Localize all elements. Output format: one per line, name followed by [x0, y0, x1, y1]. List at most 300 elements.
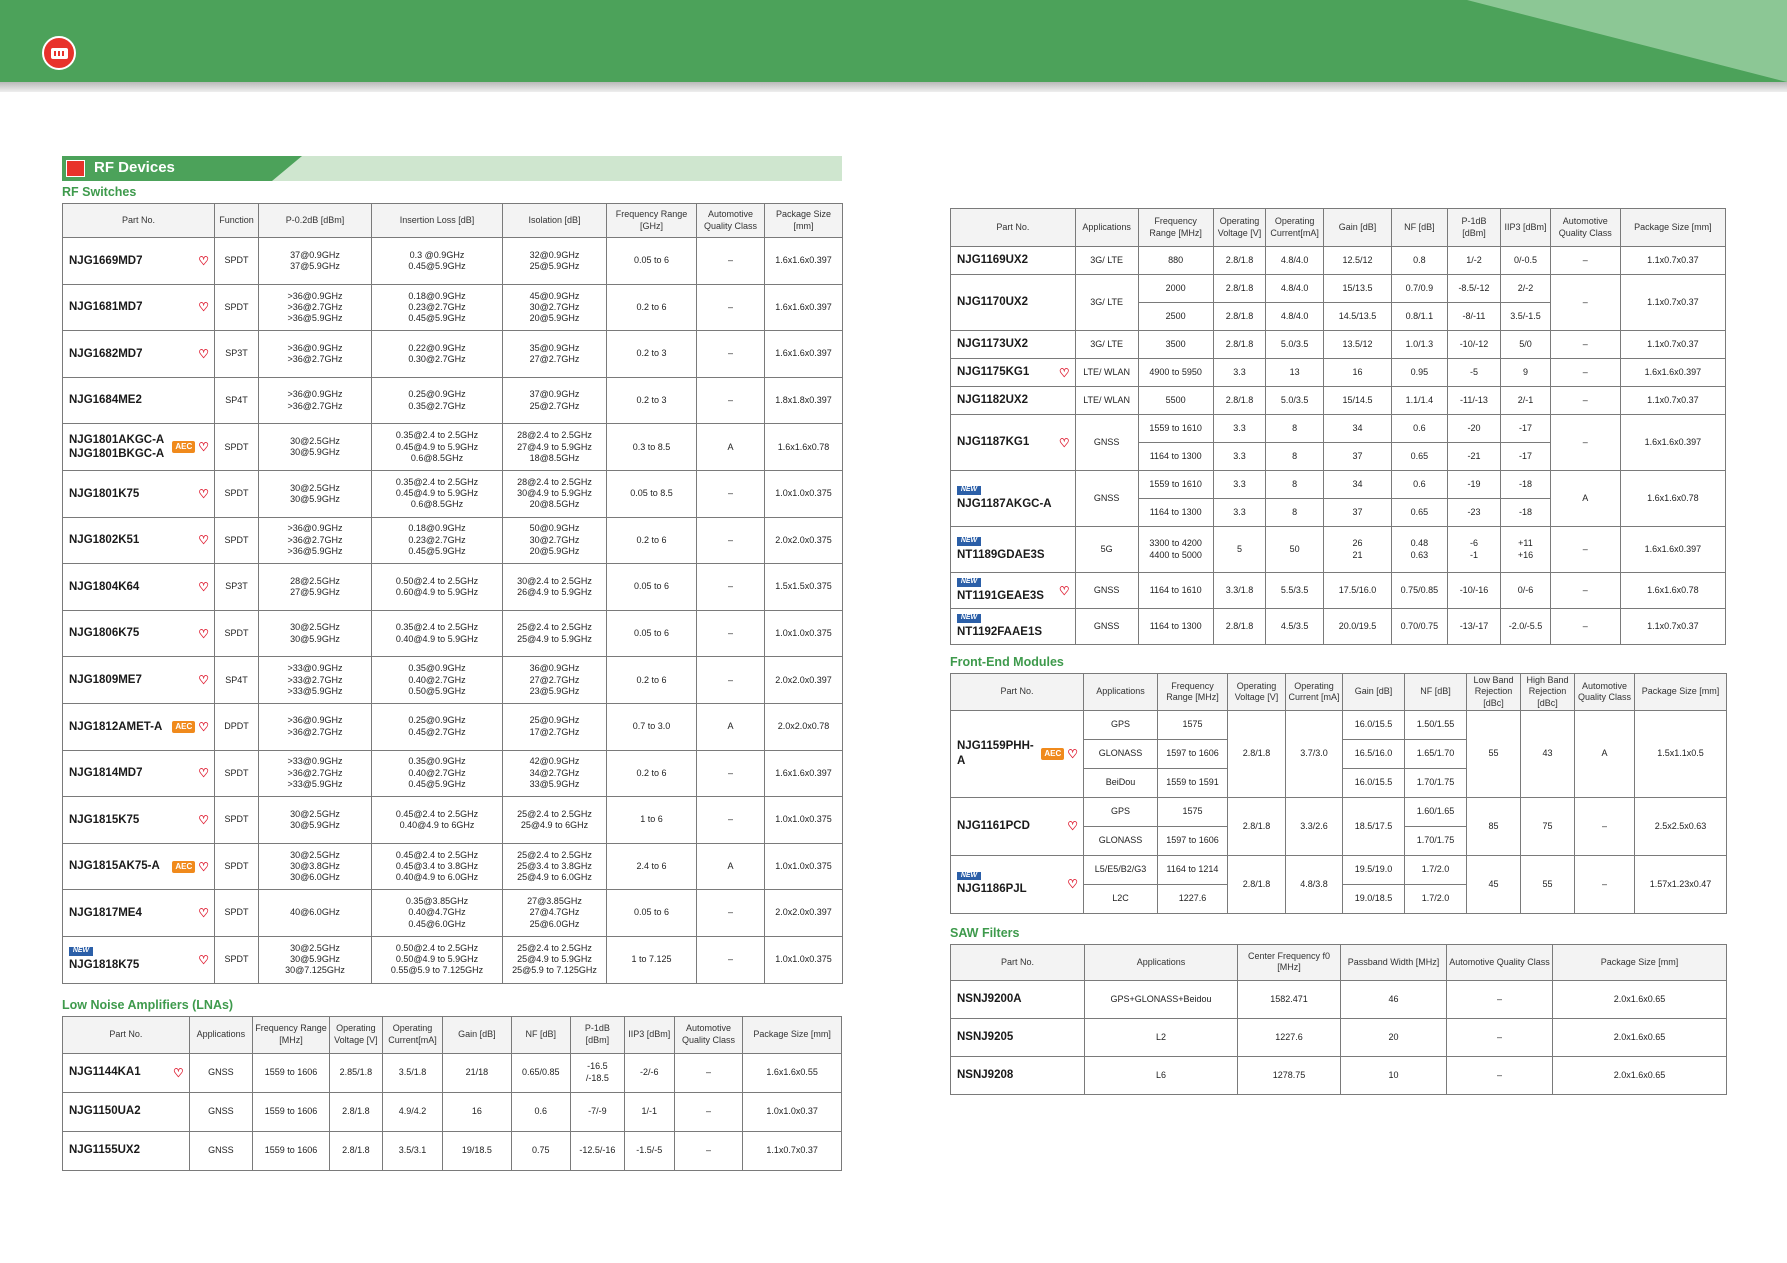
table-cell: 1.6x1.6x0.78 [1620, 573, 1725, 609]
table-cell: – [697, 750, 765, 797]
table-cell: SPDT [215, 284, 259, 331]
heart-icon: ♡ [1067, 877, 1078, 892]
part-number: NJG1809ME7 [69, 673, 142, 686]
table-cell: 25@0.9GHz 17@2.7GHz [503, 703, 607, 750]
part-number-cell [63, 1131, 190, 1170]
table-cell: -10/-16 [1447, 573, 1501, 609]
part-number-cell [63, 657, 215, 704]
table-row [63, 843, 843, 890]
table-cell: 2.8/1.8 [1213, 303, 1266, 331]
table-cell: 5500 [1138, 387, 1213, 415]
table-cell: 28@2.4 to 2.5GHz 30@4.9 to 5.9GHz 20@8.5GHz [503, 470, 607, 517]
table-cell: -18 [1501, 471, 1550, 499]
part-number: NJG1187KG1 [957, 436, 1030, 449]
table-cell: 40@6.0GHz [259, 890, 372, 937]
table-cell: 10 [1341, 1056, 1447, 1094]
table-cell: -6 -1 [1447, 527, 1501, 573]
table-cell: >36@0.9GHz >36@2.7GHz >36@5.9GHz [259, 517, 372, 564]
table-cell: L2C [1084, 884, 1158, 913]
table-cell: 16.5/16.0 [1343, 739, 1405, 768]
column-header: Automotive Quality Class [1575, 674, 1635, 711]
part-number-cell [951, 573, 1076, 609]
table-cell: 1559 to 1606 [253, 1131, 330, 1170]
table-cell: 0.35@2.4 to 2.5GHz 0.45@4.9 to 5.9GHz 0.6@8.5GHz [372, 470, 503, 517]
table-row [951, 275, 1726, 303]
heart-icon: ♡ [198, 486, 209, 501]
table-cell: 2.0x2.0x0.397 [765, 890, 843, 937]
part-number-cell [63, 843, 215, 890]
table-cell: 1559 to 1610 [1138, 471, 1213, 499]
column-header: Applications [1075, 209, 1138, 247]
header-shadow [0, 82, 1787, 92]
table-cell: 30@2.5GHz 30@3.8GHz 30@6.0GHz [259, 843, 372, 890]
table-cell: 1597 to 1606 [1158, 739, 1228, 768]
column-header: P-1dB [dBm] [1447, 209, 1501, 247]
top-header-bar [0, 0, 1787, 82]
column-header: High Band Rejection [dBc] [1521, 674, 1575, 711]
table-cell: 4.5/3.5 [1266, 609, 1324, 645]
table-cell: LTE/ WLAN [1075, 359, 1138, 387]
new-badge: NEW [69, 947, 93, 956]
part-number: NJG1144KA1 [69, 1066, 141, 1079]
table-cell: 4.8/4.0 [1266, 303, 1324, 331]
table-cell: 1.6x1.6x0.55 [743, 1053, 842, 1092]
table-cell: SPDT [215, 424, 259, 471]
table-cell: 37 [1324, 443, 1392, 471]
table-cell: 0.2 to 3 [607, 331, 697, 378]
table-cell: 0.65/0.85 [511, 1053, 570, 1092]
part-number-cell [951, 527, 1076, 573]
table-cell: 12.5/12 [1324, 247, 1392, 275]
table-cell: 1.6x1.6x0.78 [1620, 471, 1725, 527]
table-cell: 5G [1075, 527, 1138, 573]
table-cell: 8 [1266, 471, 1324, 499]
table-row [951, 797, 1727, 826]
table-cell: – [1550, 359, 1620, 387]
table-cell: 3.5/3.1 [382, 1131, 442, 1170]
column-header: Part No. [63, 204, 215, 238]
heart-icon: ♡ [198, 253, 209, 268]
column-header: Package Size [mm] [1635, 674, 1727, 711]
table-cell: 2.5x2.5x0.63 [1635, 797, 1727, 855]
table-cell: L6 [1085, 1056, 1238, 1094]
table-cell: 4.8/4.0 [1266, 247, 1324, 275]
table-cell: 5.0/3.5 [1266, 387, 1324, 415]
column-header: P-1dB [dBm] [570, 1016, 624, 1053]
table-cell: 1 to 6 [607, 797, 697, 844]
part-number: NJG1817ME4 [69, 906, 142, 919]
table-cell: – [1575, 855, 1635, 913]
table-cell: 1.0x1.0x0.375 [765, 843, 843, 890]
table-cell: 30@2.4 to 2.5GHz 26@4.9 to 5.9GHz [503, 564, 607, 611]
table-cell: – [1550, 609, 1620, 645]
table-cell: GNSS [1075, 471, 1138, 527]
table-cell: L5/E5/B2/G3 [1084, 855, 1158, 884]
fem-table [950, 673, 1727, 914]
table-cell: 26 21 [1324, 527, 1392, 573]
heart-icon: ♡ [198, 346, 209, 361]
table-cell: – [1550, 573, 1620, 609]
table-cell: 30@2.5GHz 30@5.9GHz [259, 610, 372, 657]
table-cell: 15/13.5 [1324, 275, 1392, 303]
table-cell: 0.45@2.4 to 2.5GHz 0.40@4.9 to 6GHz [372, 797, 503, 844]
part-number: NJG1801BKGC-A [69, 448, 165, 461]
table-cell: 1164 to 1610 [1138, 573, 1213, 609]
table-cell: 50@0.9GHz 30@2.7GHz 20@5.9GHz [503, 517, 607, 564]
table-cell: 0/-6 [1501, 573, 1550, 609]
table-cell: 1164 to 1300 [1138, 609, 1213, 645]
heart-icon: ♡ [1058, 435, 1070, 450]
table-cell: 2.8/1.8 [1213, 387, 1266, 415]
table-cell: 0.18@0.9GHz 0.23@2.7GHz 0.45@5.9GHz [372, 284, 503, 331]
table-cell: 4.8/4.0 [1266, 275, 1324, 303]
table-cell: GNSS [189, 1092, 252, 1131]
table-cell: 1 to 7.125 [607, 936, 697, 983]
part-number-cell [951, 359, 1076, 387]
column-header: Gain [dB] [1324, 209, 1392, 247]
left-column [62, 156, 842, 1171]
table-cell: 0.05 to 6 [607, 610, 697, 657]
table-row [951, 710, 1727, 739]
table-cell: 1.5x1.5x0.375 [765, 564, 843, 611]
table-cell: GNSS [1075, 573, 1138, 609]
table-cell: -2.0/-5.5 [1501, 609, 1550, 645]
column-header: NF [dB] [1405, 674, 1467, 711]
table-cell: 2000 [1138, 275, 1213, 303]
table-row [63, 750, 843, 797]
column-header: P-0.2dB [dBm] [259, 204, 372, 238]
part-number-cell [63, 936, 215, 983]
table-cell: 37 [1324, 499, 1392, 527]
column-header: Insertion Loss [dB] [372, 204, 503, 238]
column-header: Automotive Quality Class [697, 204, 765, 238]
table-cell: 3.5/1.8 [382, 1053, 442, 1092]
table-cell: – [697, 517, 765, 564]
part-number-cell [951, 1018, 1085, 1056]
part-number: NJG1175KG1 [957, 366, 1030, 379]
heart-icon: ♡ [198, 300, 209, 315]
table-cell: 2.8/1.8 [329, 1092, 382, 1131]
table-cell: 0.25@0.9GHz 0.35@2.7GHz [372, 377, 503, 424]
part-number-cell [951, 797, 1084, 855]
table-cell: GPS [1084, 710, 1158, 739]
part-number-cell [63, 1092, 190, 1131]
table-cell: A [697, 843, 765, 890]
table-cell: 2.8/1.8 [1228, 797, 1286, 855]
table-cell: 1575 [1158, 797, 1228, 826]
table-cell: 3.3 [1213, 443, 1266, 471]
table-cell: 0.2 to 6 [607, 657, 697, 704]
table-cell: 5.5/3.5 [1266, 573, 1324, 609]
table-cell: 1.57x1.23x0.47 [1635, 855, 1727, 913]
table-cell: 1559 to 1606 [253, 1092, 330, 1131]
new-badge: NEW [957, 537, 981, 546]
table-cell: – [1447, 980, 1553, 1018]
table-cell: 0.8/1.1 [1392, 303, 1448, 331]
header-fold-decoration [1467, 0, 1787, 82]
table-cell: 0.2 to 6 [607, 517, 697, 564]
table-row [951, 359, 1726, 387]
heart-icon: ♡ [198, 859, 209, 874]
column-header: Passband Width [MHz] [1341, 944, 1447, 980]
table-cell: 28@2.5GHz 27@5.9GHz [259, 564, 372, 611]
table-row [63, 238, 843, 285]
table-cell: BeiDou [1084, 768, 1158, 797]
table-row [63, 797, 843, 844]
table-cell: 1582.471 [1238, 980, 1341, 1018]
table-cell: 2.8/1.8 [1228, 855, 1286, 913]
part-number: NJG1684ME2 [69, 394, 142, 407]
table-cell: 5/0 [1501, 331, 1550, 359]
table-cell: 2.8/1.8 [1213, 609, 1266, 645]
table-row [63, 703, 843, 750]
table-cell: SPDT [215, 750, 259, 797]
table-cell: – [674, 1131, 743, 1170]
table-cell: – [697, 331, 765, 378]
part-number: NJG1150UA2 [69, 1105, 141, 1118]
table-cell: 0.6 [1392, 471, 1448, 499]
table-cell: 17.5/16.0 [1324, 573, 1392, 609]
heart-icon: ♡ [198, 579, 209, 594]
table-cell: 19.5/19.0 [1343, 855, 1405, 884]
table-cell: 16 [1324, 359, 1392, 387]
table-cell: 0.7 to 3.0 [607, 703, 697, 750]
part-number: NJG1182UX2 [957, 394, 1028, 407]
table-cell: 8 [1266, 415, 1324, 443]
table-cell: >33@0.9GHz >33@2.7GHz >33@5.9GHz [259, 657, 372, 704]
table-row [951, 387, 1726, 415]
table-cell: 3.7/3.0 [1286, 710, 1343, 797]
table-row [63, 284, 843, 331]
table-cell: 1164 to 1214 [1158, 855, 1228, 884]
fem-title: Front-End Modules [950, 655, 1064, 669]
part-number: NJG1806K75 [69, 627, 140, 640]
table-cell: >36@0.9GHz >36@2.7GHz [259, 377, 372, 424]
right-column [950, 156, 1726, 1095]
table-cell: – [1550, 247, 1620, 275]
table-cell: -12.5/-16 [570, 1131, 624, 1170]
table-row [951, 471, 1726, 499]
table-cell: 2.0x1.6x0.65 [1553, 1056, 1727, 1094]
column-header: Operating Current[mA] [382, 1016, 442, 1053]
table-cell: 1.0x1.0x0.375 [765, 797, 843, 844]
table-cell: 0.70/0.75 [1392, 609, 1448, 645]
table-cell: 0.8 [1392, 247, 1448, 275]
part-number: NJG1818K75 [69, 958, 140, 971]
table-cell: 0/-0.5 [1501, 247, 1550, 275]
column-header: Gain [dB] [1343, 674, 1405, 711]
table-row [63, 1053, 842, 1092]
table-cell: SP3T [215, 331, 259, 378]
table-cell: SP4T [215, 377, 259, 424]
table-row [951, 1056, 1727, 1094]
table-cell: 3.3 [1213, 359, 1266, 387]
table-cell: 2.8/1.8 [1228, 710, 1286, 797]
table-cell: -5 [1447, 359, 1501, 387]
table-cell: 21/18 [443, 1053, 512, 1092]
part-number: NJG1173UX2 [957, 338, 1028, 351]
table-cell: 1.0x1.0x0.375 [765, 470, 843, 517]
table-cell: GNSS [1075, 609, 1138, 645]
column-header: Function [215, 204, 259, 238]
table-cell: 1559 to 1606 [253, 1053, 330, 1092]
table-row [63, 424, 843, 471]
column-header: Isolation [dB] [503, 204, 607, 238]
table-cell: 0.95 [1392, 359, 1448, 387]
table-cell: 1.7/2.0 [1405, 855, 1467, 884]
part-number-cell [951, 415, 1076, 471]
table-cell: >33@0.9GHz >36@2.7GHz >33@5.9GHz [259, 750, 372, 797]
column-header: Operating Current [mA] [1286, 674, 1343, 711]
column-header: Part No. [63, 1016, 190, 1053]
part-number-cell [951, 471, 1076, 527]
heart-icon: ♡ [1058, 365, 1070, 380]
table-cell: -16.5 /-18.5 [570, 1053, 624, 1092]
table-cell: – [1550, 527, 1620, 573]
table-cell: >36@0.9GHz >36@2.7GHz [259, 331, 372, 378]
table-cell: GPS [1084, 797, 1158, 826]
table-cell: 1.6x1.6x0.397 [1620, 359, 1725, 387]
table-cell: 0.18@0.9GHz 0.23@2.7GHz 0.45@5.9GHz [372, 517, 503, 564]
heart-icon: ♡ [198, 533, 209, 548]
table-cell: 1.1x0.7x0.37 [1620, 331, 1725, 359]
part-number: NJG1812AMET-A [69, 720, 163, 733]
column-header: Frequency Range [MHz] [1138, 209, 1213, 247]
table-cell: A [697, 703, 765, 750]
table-cell: 4.9/4.2 [382, 1092, 442, 1131]
column-header: Frequency Range [MHz] [253, 1016, 330, 1053]
table-cell: 3.3/1.8 [1213, 573, 1266, 609]
column-header: Package Size [mm] [1553, 944, 1727, 980]
column-header: Center Frequency f0 [MHz] [1238, 944, 1341, 980]
part-number-cell [951, 609, 1076, 645]
table-cell: 0.05 to 8.5 [607, 470, 697, 517]
table-cell: GLONASS [1084, 826, 1158, 855]
saw-title: SAW Filters [950, 925, 1020, 940]
part-number-cell [951, 247, 1076, 275]
part-number-cell [63, 890, 215, 937]
lna-title: Low Noise Amplifiers (LNAs) [62, 997, 234, 1012]
aec-badge: AEC [1041, 748, 1064, 760]
table-cell: 3500 [1138, 331, 1213, 359]
aec-badge: AEC [172, 861, 195, 873]
table-cell: -1.5/-5 [624, 1131, 674, 1170]
table-cell: 1.6x1.6x0.397 [1620, 527, 1725, 573]
table-cell: A [1550, 471, 1620, 527]
part-number: NJG1170UX2 [957, 296, 1028, 309]
part-number: NT1191GEAE3S [957, 589, 1044, 602]
column-header: Part No. [951, 209, 1076, 247]
table-row [951, 331, 1726, 359]
table-cell: 1.60/1.65 [1405, 797, 1467, 826]
table-row [63, 564, 843, 611]
part-number-cell [63, 517, 215, 564]
new-badge: NEW [957, 872, 981, 881]
table-cell: 9 [1501, 359, 1550, 387]
table-cell: 5.0/3.5 [1266, 331, 1324, 359]
table-row [951, 609, 1726, 645]
table-cell: 30@2.5GHz 30@5.9GHz 30@7.125GHz [259, 936, 372, 983]
table-cell: 0.2 to 3 [607, 377, 697, 424]
table-cell: -17 [1501, 443, 1550, 471]
table-cell: 28@2.4 to 2.5GHz 27@4.9 to 5.9GHz 18@8.5GHz [503, 424, 607, 471]
table-cell: 1.6x1.6x0.397 [1620, 415, 1725, 471]
table-cell: 1.1x0.7x0.37 [1620, 609, 1725, 645]
table-cell: >36@0.9GHz >36@2.7GHz >36@5.9GHz [259, 284, 372, 331]
table-cell: 46 [1341, 980, 1447, 1018]
table-cell: 20 [1341, 1018, 1447, 1056]
table-cell: 2.4 to 6 [607, 843, 697, 890]
column-header: NF [dB] [511, 1016, 570, 1053]
table-cell: 0.3 @0.9GHz 0.45@5.9GHz [372, 238, 503, 285]
table-cell: 0.25@0.9GHz 0.45@2.7GHz [372, 703, 503, 750]
column-header: NF [dB] [1392, 209, 1448, 247]
table-cell: 30@2.5GHz 30@5.9GHz [259, 797, 372, 844]
part-number-cell [951, 331, 1076, 359]
table-cell: 4.8/3.8 [1286, 855, 1343, 913]
table-row [63, 377, 843, 424]
table-cell: 0.65 [1392, 443, 1448, 471]
table-row [63, 1131, 842, 1170]
table-cell: 1.5x1.1x0.5 [1635, 710, 1727, 797]
table-cell: GNSS [189, 1053, 252, 1092]
table-cell: >36@0.9GHz >36@2.7GHz [259, 703, 372, 750]
table-cell: – [697, 470, 765, 517]
table-cell: – [1447, 1056, 1553, 1094]
part-number: NJG1187AKGC-A [957, 497, 1052, 510]
table-row [951, 980, 1727, 1018]
table-cell: -18 [1501, 499, 1550, 527]
part-number-cell [63, 610, 215, 657]
table-cell: 1.6x1.6x0.397 [765, 238, 843, 285]
table-cell: – [697, 284, 765, 331]
column-header: Part No. [951, 674, 1084, 711]
table-cell: 13.5/12 [1324, 331, 1392, 359]
heart-icon: ♡ [198, 766, 209, 781]
table-cell: 2.0x1.6x0.65 [1553, 1018, 1727, 1056]
table-cell: 5 [1213, 527, 1266, 573]
table-cell: 1164 to 1300 [1138, 499, 1213, 527]
table-cell: 14.5/13.5 [1324, 303, 1392, 331]
table-cell: SP3T [215, 564, 259, 611]
table-cell: 0.05 to 6 [607, 890, 697, 937]
table-cell: 1575 [1158, 710, 1228, 739]
table-cell: 35@0.9GHz 27@2.7GHz [503, 331, 607, 378]
part-number-cell [63, 238, 215, 285]
table-cell: 2.8/1.8 [1213, 331, 1266, 359]
table-cell: -21 [1447, 443, 1501, 471]
table-cell: 1.65/1.70 [1405, 739, 1467, 768]
table-cell: – [674, 1053, 743, 1092]
table-cell: 3G/ LTE [1075, 331, 1138, 359]
table-cell: SPDT [215, 797, 259, 844]
table-cell: 50 [1266, 527, 1324, 573]
table-cell: 1.6x1.6x0.397 [765, 331, 843, 378]
heart-icon: ♡ [198, 812, 209, 827]
table-cell: – [697, 238, 765, 285]
lna-table-right [950, 208, 1726, 645]
table-cell: 19/18.5 [443, 1131, 512, 1170]
part-number: NJG1681MD7 [69, 301, 143, 314]
table-cell: +11 +16 [1501, 527, 1550, 573]
table-cell: 25@2.4 to 2.5GHz 25@4.9 to 5.9GHz [503, 610, 607, 657]
aec-badge: AEC [172, 441, 195, 453]
table-cell: 34 [1324, 415, 1392, 443]
column-header: Operating Voltage [V] [1213, 209, 1266, 247]
part-number: NJG1804K64 [69, 580, 140, 593]
table-cell: 20.0/19.5 [1324, 609, 1392, 645]
table-cell: 85 [1467, 797, 1521, 855]
